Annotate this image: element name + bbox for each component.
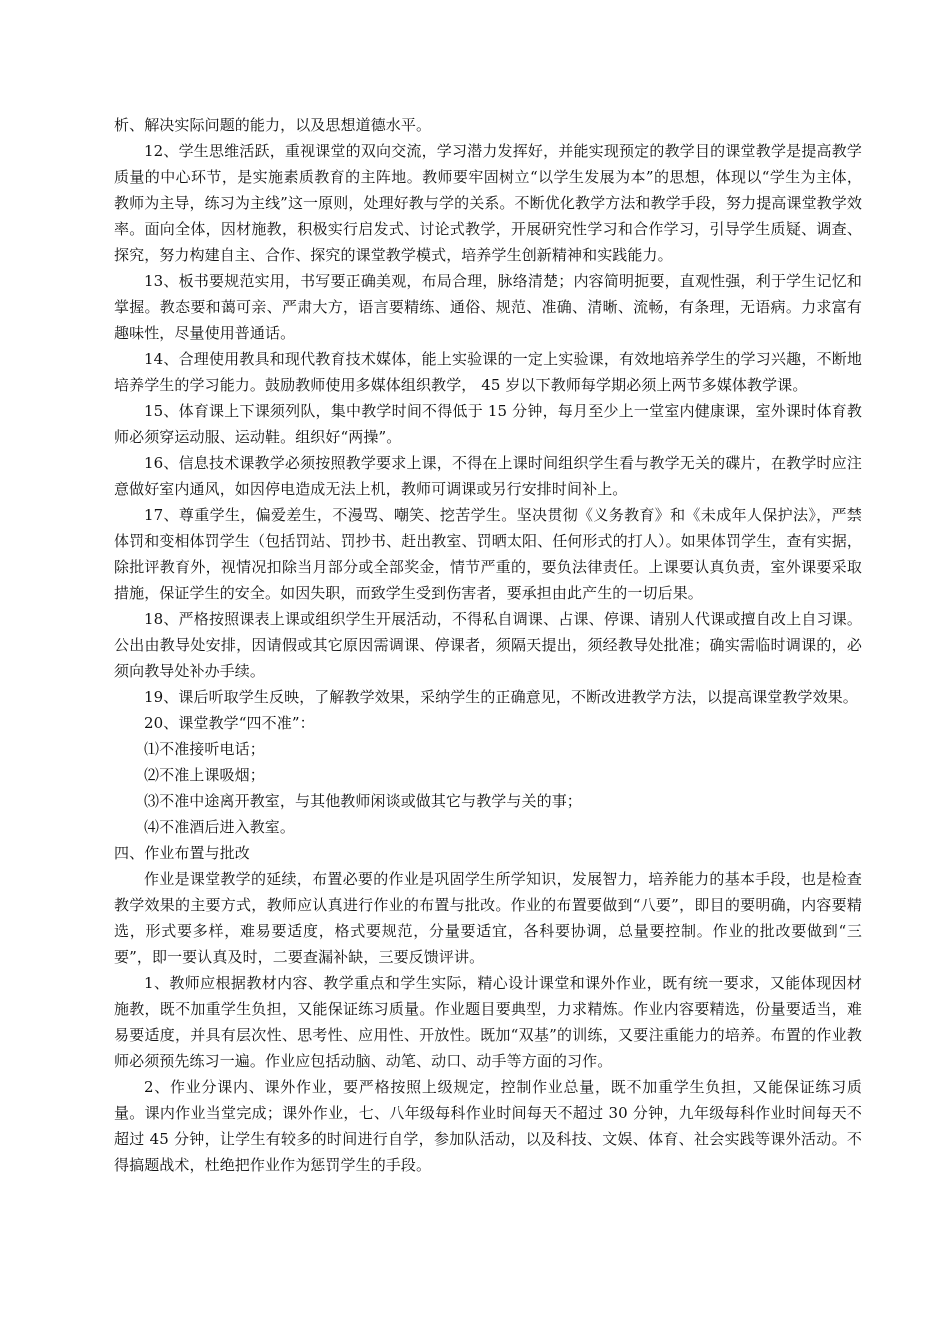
paragraph-item-19: 19、课后听取学生反映，了解教学效果，采纳学生的正确意见，不断改进教学方法，以提高课堂教学效果。: [144, 688, 858, 706]
homework-item-2: 2、作业分课内、课外作业，要严格按照上级规定，控制作业总量，既不加重学生负担，又能保证练习质量。课内作业当堂完成；课外作业，七、八年级每科作业时间每天不超过 30 分钟，九年级每科作业时间每天不超过 45 分钟，让学生有较多的时间进行自学，参加队活动，以及科技、文娱、体育、社会实践等课外活动。不得搞题战术，杜绝把作业作为惩罚学生的手段。: [114, 1078, 862, 1174]
paragraph-item-13: 13、板书要规范实用，书写要正确美观，布局合理，脉络清楚；内容简明扼要，直观性强，利于学生记忆和掌握。教态要和蔼可亲、严肃大方，语言要精练、通俗、规范、准确、清晰、流畅，有条理，无语病。力求富有趣味性，尽量使用普通话。: [114, 272, 862, 342]
paragraph-item-15: 15、体育课上下课须列队，集中教学时间不得低于 15 分钟，每月至少上一堂室内健康课，室外课时体育教师必须穿运动服、运动鞋。组织好“两操”。: [114, 402, 862, 446]
document-body: [114, 112, 862, 1178]
paragraph-continuation: 析、解决实际问题的能力，以及思想道德水平。: [114, 116, 432, 134]
rule-item-2: ⑵不准上课吸烟；: [144, 766, 265, 784]
paragraph-item-16: 16、信息技术课教学必须按照教学要求上课，不得在上课时间组织学生看与教学无关的碟片，在教学时应注意做好室内通风，如因停电造成无法上机，教师可调课或另行安排时间补上。: [114, 454, 862, 498]
paragraph-item-20: 20、课堂教学“四不准”：: [144, 714, 315, 732]
rule-item-1: ⑴不准接听电话；: [144, 740, 265, 758]
section-heading: 四、作业布置与批改: [114, 844, 250, 862]
paragraph-item-14: 14、合理使用教具和现代教育技术媒体，能上实验课的一定上实验课，有效地培养学生的学习兴趣，不断地培养学生的学习能力。鼓励教师使用多媒体组织教学， 45 岁以下教师每学期必须上两节多媒体教学课。: [114, 350, 862, 394]
paragraph-item-18: 18、严格按照课表上课或组织学生开展活动，不得私自调课、占课、停课、请别人代课或擅自改上自习课。公出由教导处安排，因请假或其它原因需调课、停课者，须隔天提出，须经教导处批准；确实需临时调课的，必须向教导处补办手续。: [114, 610, 862, 680]
homework-item-1: 1、教师应根据教材内容、教学重点和学生实际，精心设计课堂和课外作业，既有统一要求，又能体现因材施教，既不加重学生负担，又能保证练习质量。作业题目要典型，力求精炼。作业内容要精选，份量要适当，难易要适度，并具有层次性、思考性、应用性、开放性。既加“双基”的训练，又要注重能力的培养。布置的作业教师必须预先练习一遍。作业应包括动脑、动笔、动口、动手等方面的习作。: [114, 974, 862, 1070]
paragraph-item-17: 17、尊重学生，偏爱差生，不漫骂、嘲笑、挖苦学生。坚决贯彻《义务教育》和《未成年人保护法》，严禁体罚和变相体罚学生（包括罚站、罚抄书、赶出教室、罚晒太阳、任何形式的打人）。如果体罚学生，查有实据，除批评教育外，视情况扣除当月部分或全部奖金，情节严重的，要负法律责任。上课要认真负责，室外课要采取措施，保证学生的安全。如因失职，而致学生受到伤害者，要承担由此产生的一切后果。: [114, 506, 862, 602]
rule-item-3: ⑶不准中途离开教室，与其他教师闲谈或做其它与教学与关的事；: [144, 792, 582, 810]
paragraph-item-12: 12、学生思维活跃，重视课堂的双向交流，学习潜力发挥好，并能实现预定的教学目的课堂教学是提高教学质量的中心环节，是实施素质教育的主阵地。教师要牢固树立“以学生发展为本”的思想，体现以“学生为主体，教师为主导，练习为主线”这一原则，处理好教与学的关系。不断优化教学方法和教学手段，努力提高课堂教学效率。面向全体，因材施教，积极实行启发式、讨论式教学，开展研究性学习和合作学习，引导学生质疑、调查、探究，努力构建自主、合作、探究的课堂教学模式，培养学生创新精神和实践能力。: [114, 142, 862, 264]
rule-item-4: ⑷不准酒后进入教室。: [144, 818, 296, 836]
section-intro-paragraph: 作业是课堂教学的延续，布置必要的作业是巩固学生所学知识，发展智力，培养能力的基本手段，也是检查教学效果的主要方式，教师应认真进行作业的布置与批改。作业的布置要做到“八要”，即目的要明确，内容要精选，形式要多样，难易要适度，格式要规范，分量要适宜，各科要协调，总量要控制。作业的批改要做到“三要”，即一要认真及时，二要查漏补缺，三要反馈评讲。: [114, 870, 862, 966]
